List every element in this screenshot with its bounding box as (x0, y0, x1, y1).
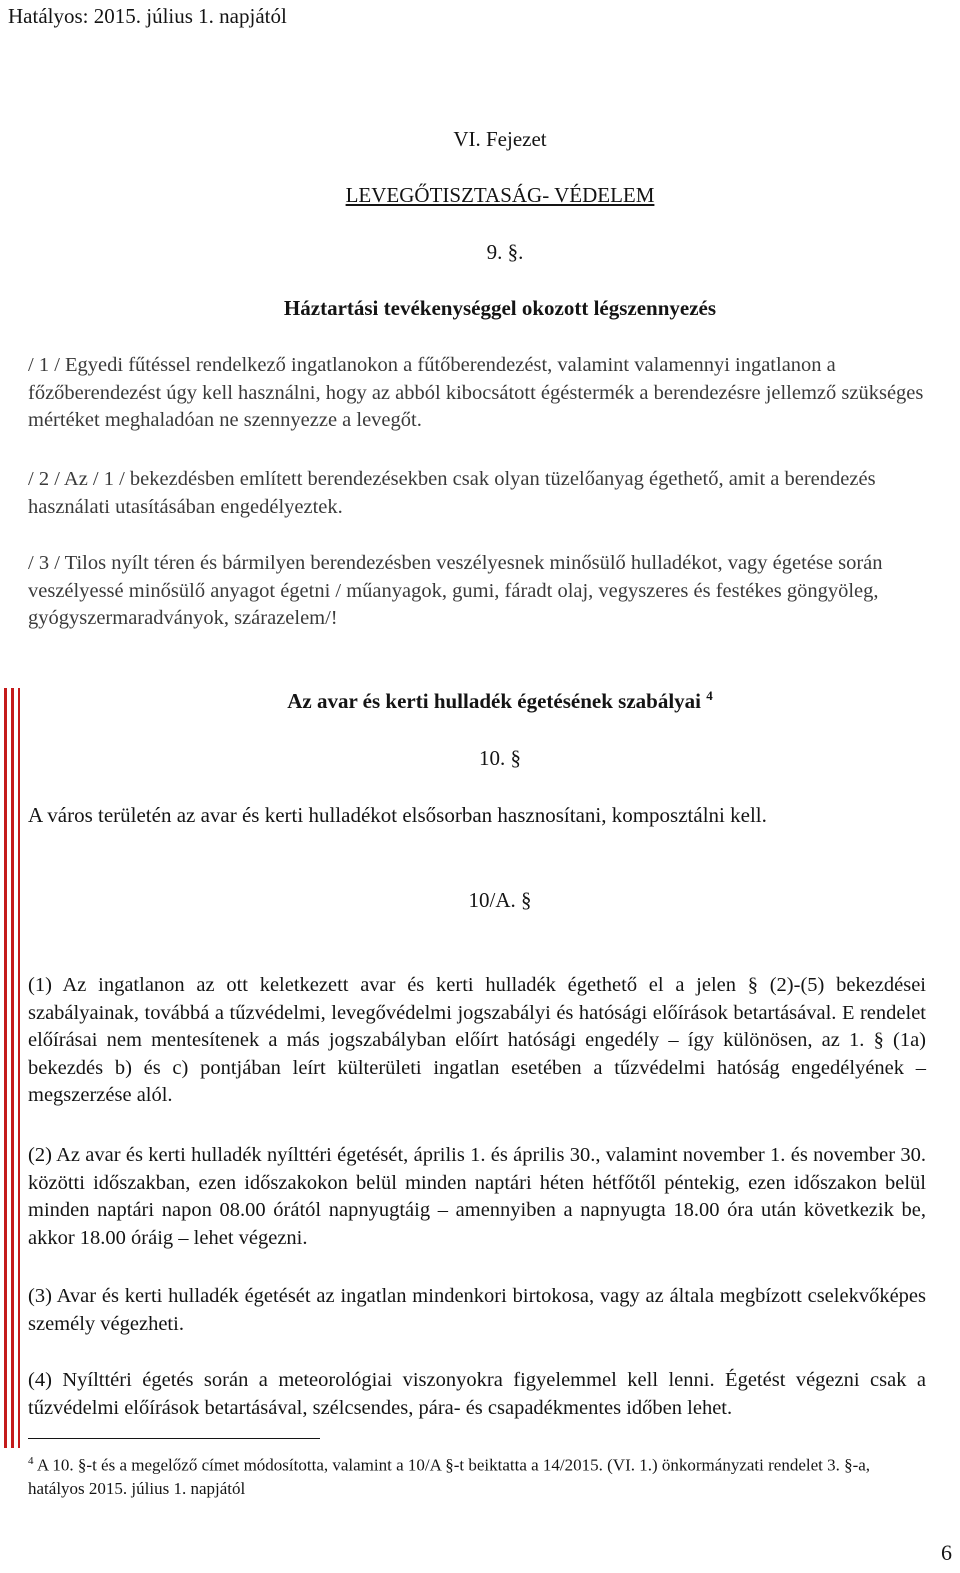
effective-date-header: Hatályos: 2015. július 1. napjától (8, 4, 287, 28)
chapter-title: LEVEGŐTISZTASÁG- VÉDELEM (345, 183, 655, 207)
section-10a-paragraph-3: (3) Avar és kerti hulladék égetését az ingatlan mindenkori birtokosa, vagy az általa megbízott cselekvőképes személy végezheti. (28, 1285, 926, 1335)
subsection-heading-text: Az avar és kerti hulladék égetésének szabályai (287, 689, 701, 713)
revision-bar (4, 688, 7, 1448)
footnote-number: 4 (28, 1455, 34, 1467)
footnote (28, 1450, 928, 1500)
revision-bar (11, 688, 14, 1448)
footnote-separator (28, 1438, 320, 1439)
chapter-label: VI. Fejezet (453, 127, 547, 151)
section-9-paragraph-3: / 3 / Tilos nyílt téren és bármilyen berendezésben veszélyesnek minősülő hulladékot, vagy égetése során veszélyessé minősülő anyagot égetni / műanyagok, gumi, fáradt olaj, vegyszeres és festékes göngyöleg, gyógyszermaradványok, szárazelem/! (28, 552, 883, 629)
section-9-paragraph-2: / 2 / Az / 1 / bekezdésben említett berendezésekben csak olyan tüzelőanyag égethető, amit a berendezés használati utasításában engedélyeztek. (28, 468, 876, 518)
section-9-heading: Háztartási tevékenységgel okozott légszennyezés (283, 296, 717, 320)
section-10a-paragraph-2: (2) Az avar és kerti hulladék nyílttéri égetését, április 1. és április 30., valamint november 1. és november 30. közötti időszakban, ezen időszakokon belül minden naptári héten hétfőtől péntekig, ezen időszakon belül minden naptári napon 08.00 órától napnyugtáig – amennyiben a napnyugta 18.00 óra után következik be, akkor 18.00 óráig – lehet végezni. (28, 1144, 926, 1249)
section-10a-paragraph-1: (1) Az ingatlanon az ott keletkezett avar és kerti hulladék égethető el a jelen § (2)-(5) bekezdései szabályainak, továbbá a tűzvédelmi, levegővédelmi jogszabályi és hatósági előírások betartásával. E rendelet előírásai nem mentesítenek a más jogszabályban előírt hatósági engedély – így különösen, az 1. § (1a) bekezdés b) és c) pontjában leírt külterületi ingatlan esetében a tűzvédelmi hatóság engedélyének – megszerzése alól. (28, 974, 926, 1106)
revision-bar (18, 688, 20, 1448)
subsection-heading (20, 688, 960, 714)
section-10-text: A város területén az avar és kerti hulladékot elsősorban hasznosítani, komposztálni kell. (28, 803, 767, 827)
footnote-reference[interactable]: 4 (706, 688, 713, 703)
section-9-number: 9. §. (486, 240, 524, 264)
section-10a-paragraph-4: (4) Nyílttéri égetés során a meteorológiai viszonyokra figyelemmel kell lenni. Égetést végezni csak a tűzvédelmi előírások betartásával, szélcsendes, pára- és csapadékmentes időben lehet. (28, 1369, 926, 1419)
section-9-paragraph-1: / 1 / Egyedi fűtéssel rendelkező ingatlanokon a fűtőberendezést, valamint valamennyi ingatlanon a főzőberendezést úgy kell használni, hogy az abból kibocsátott égéstermék a berendezésre jellemző szükséges mértéket meghaladóan ne szennyezze a levegőt. (28, 354, 924, 431)
footnote-text: A 10. §-t és a megelőző címet módosította, valamint a 10/A §-t beiktatta a 14/2015. (VI. 1.) önkormányzati rendelet 3. §-a, hatályos 2015. július 1. napjától (28, 1455, 871, 1498)
page-number: 6 (941, 1540, 952, 1565)
section-10a-number: 10/A. § (468, 888, 532, 912)
section-10-number: 10. § (479, 746, 521, 770)
